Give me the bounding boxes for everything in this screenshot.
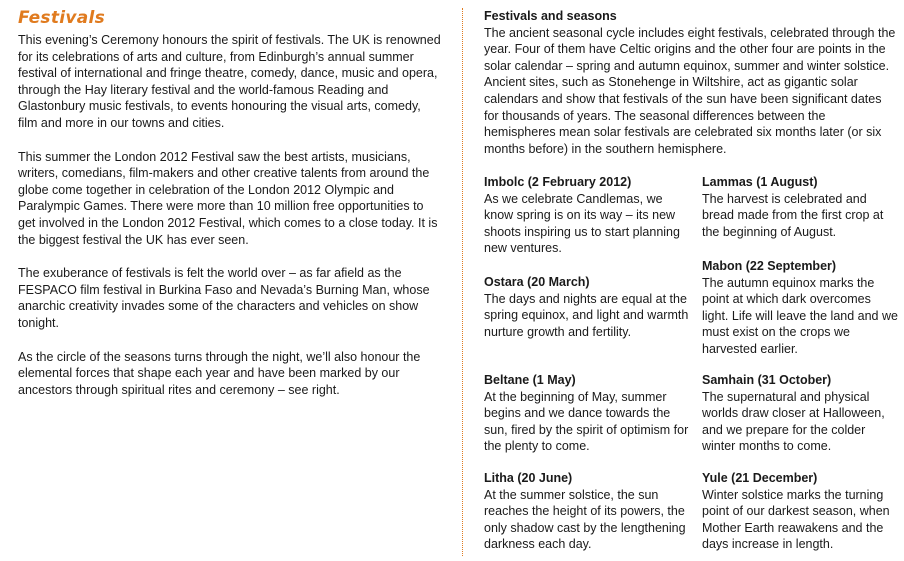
page-title: Festivals [18,8,106,28]
section-intro: The ancient seasonal cycle includes eight festivals, celebrated through the year. Four of them have Celtic origins and the other four are points in the solar calendar – spring and autumn equinox, summer and winter solstice. Ancient sites, such as Stonehenge in Wiltshire, act as gigantic solar calendars and show that festivals of the sun have been significant dates for thousands of years. The seasonal differences between the hemispheres mean solar festivals are celebrated six months later (or six months before) in the southern hemisphere. [484,25,896,156]
paragraph-ceremony: This evening’s Ceremony honours the spirit of festivals. The UK is renowned for its celebrations of arts and culture, from Edinburgh’s annual summer festival of international and fringe theatre, comedy, dance, music and opera, through the Hay literary festival and the world-famous Reading and Glastonbury music festivals, to events honouring the visual arts, comedy, film and more in our towns and cities. [18,33,441,130]
festival-description: As we celebrate Candlemas, we know spring is on its way – its new shoots inspiring us to start planning new ventures. [484,191,680,256]
festival-beltane [484,372,694,455]
paragraph-seasons: As the circle of the seasons turns through the night, we’ll also honour the elemental forces that shape each year and have been marked by our ancestors through spiritual rites and ceremony – see right. [18,349,421,397]
festival-name: Yule (21 December) [702,471,818,485]
paragraph-world-festivals: The exuberance of festivals is felt the world over – as far afield as the FESPACO film festival in Burkina Faso and Nevada’s Burning Man, whose anarchic creativity invades some of the characters and vehicles on show tonight. [18,266,430,330]
festival-yule [702,470,898,553]
festival-samhain [702,372,898,455]
right-column [484,8,898,552]
section-heading: Festivals and seasons [484,9,617,23]
festival-imbolc [484,174,694,257]
festival-ostara [484,274,694,340]
festival-description: The harvest is celebrated and bread made from the first crop at the beginning of August. [702,191,884,239]
festival-name: Mabon (22 September) [702,259,837,273]
festival-name: Litha (20 June) [484,471,573,485]
festival-name: Beltane (1 May) [484,373,576,387]
festival-name: Samhain (31 October) [702,373,832,387]
festival-name: Ostara (20 March) [484,275,590,289]
festival-name: Imbolc (2 February 2012) [484,175,632,189]
festival-name: Lammas (1 August) [702,175,818,189]
festival-lammas [702,174,898,240]
paragraph-london-2012: This summer the London 2012 Festival saw the best artists, musicians, writers, comedians, film-makers and other creative talents from around the globe come together in celebration of the London 2012 Olympic and Paralympic Games. There were more than 10 million free opportunities to get involved in the London 2012 Festival, which comes to a close today. It is the biggest festival the UK has ever seen. [18,149,438,247]
festival-litha [484,470,694,553]
festival-description: Winter solstice marks the turning point of our darkest season, when Mother Earth reawakens and the days increase in length. [702,487,890,552]
column-divider [462,8,463,556]
festival-description: The supernatural and physical worlds draw closer at Halloween, and we prepare for the colder winter months to come. [702,389,885,454]
festival-mabon [702,258,898,358]
festival-description: The days and nights are equal at the spring equinox, and light and warmth nurture growth and fertility. [484,291,689,339]
festival-description: The autumn equinox marks the point at which dark overcomes light. Life will leave the land and we must exist on the crops we harvested earlier. [702,275,898,356]
festival-description: At the beginning of May, summer begins and we dance towards the sun, fired by the spirit of optimism for the plenty to come. [484,389,689,454]
festival-description: At the summer solstice, the sun reaches the height of its powers, the only shadow cast by the lengthening darkness each day. [484,487,686,552]
left-column [18,8,443,415]
